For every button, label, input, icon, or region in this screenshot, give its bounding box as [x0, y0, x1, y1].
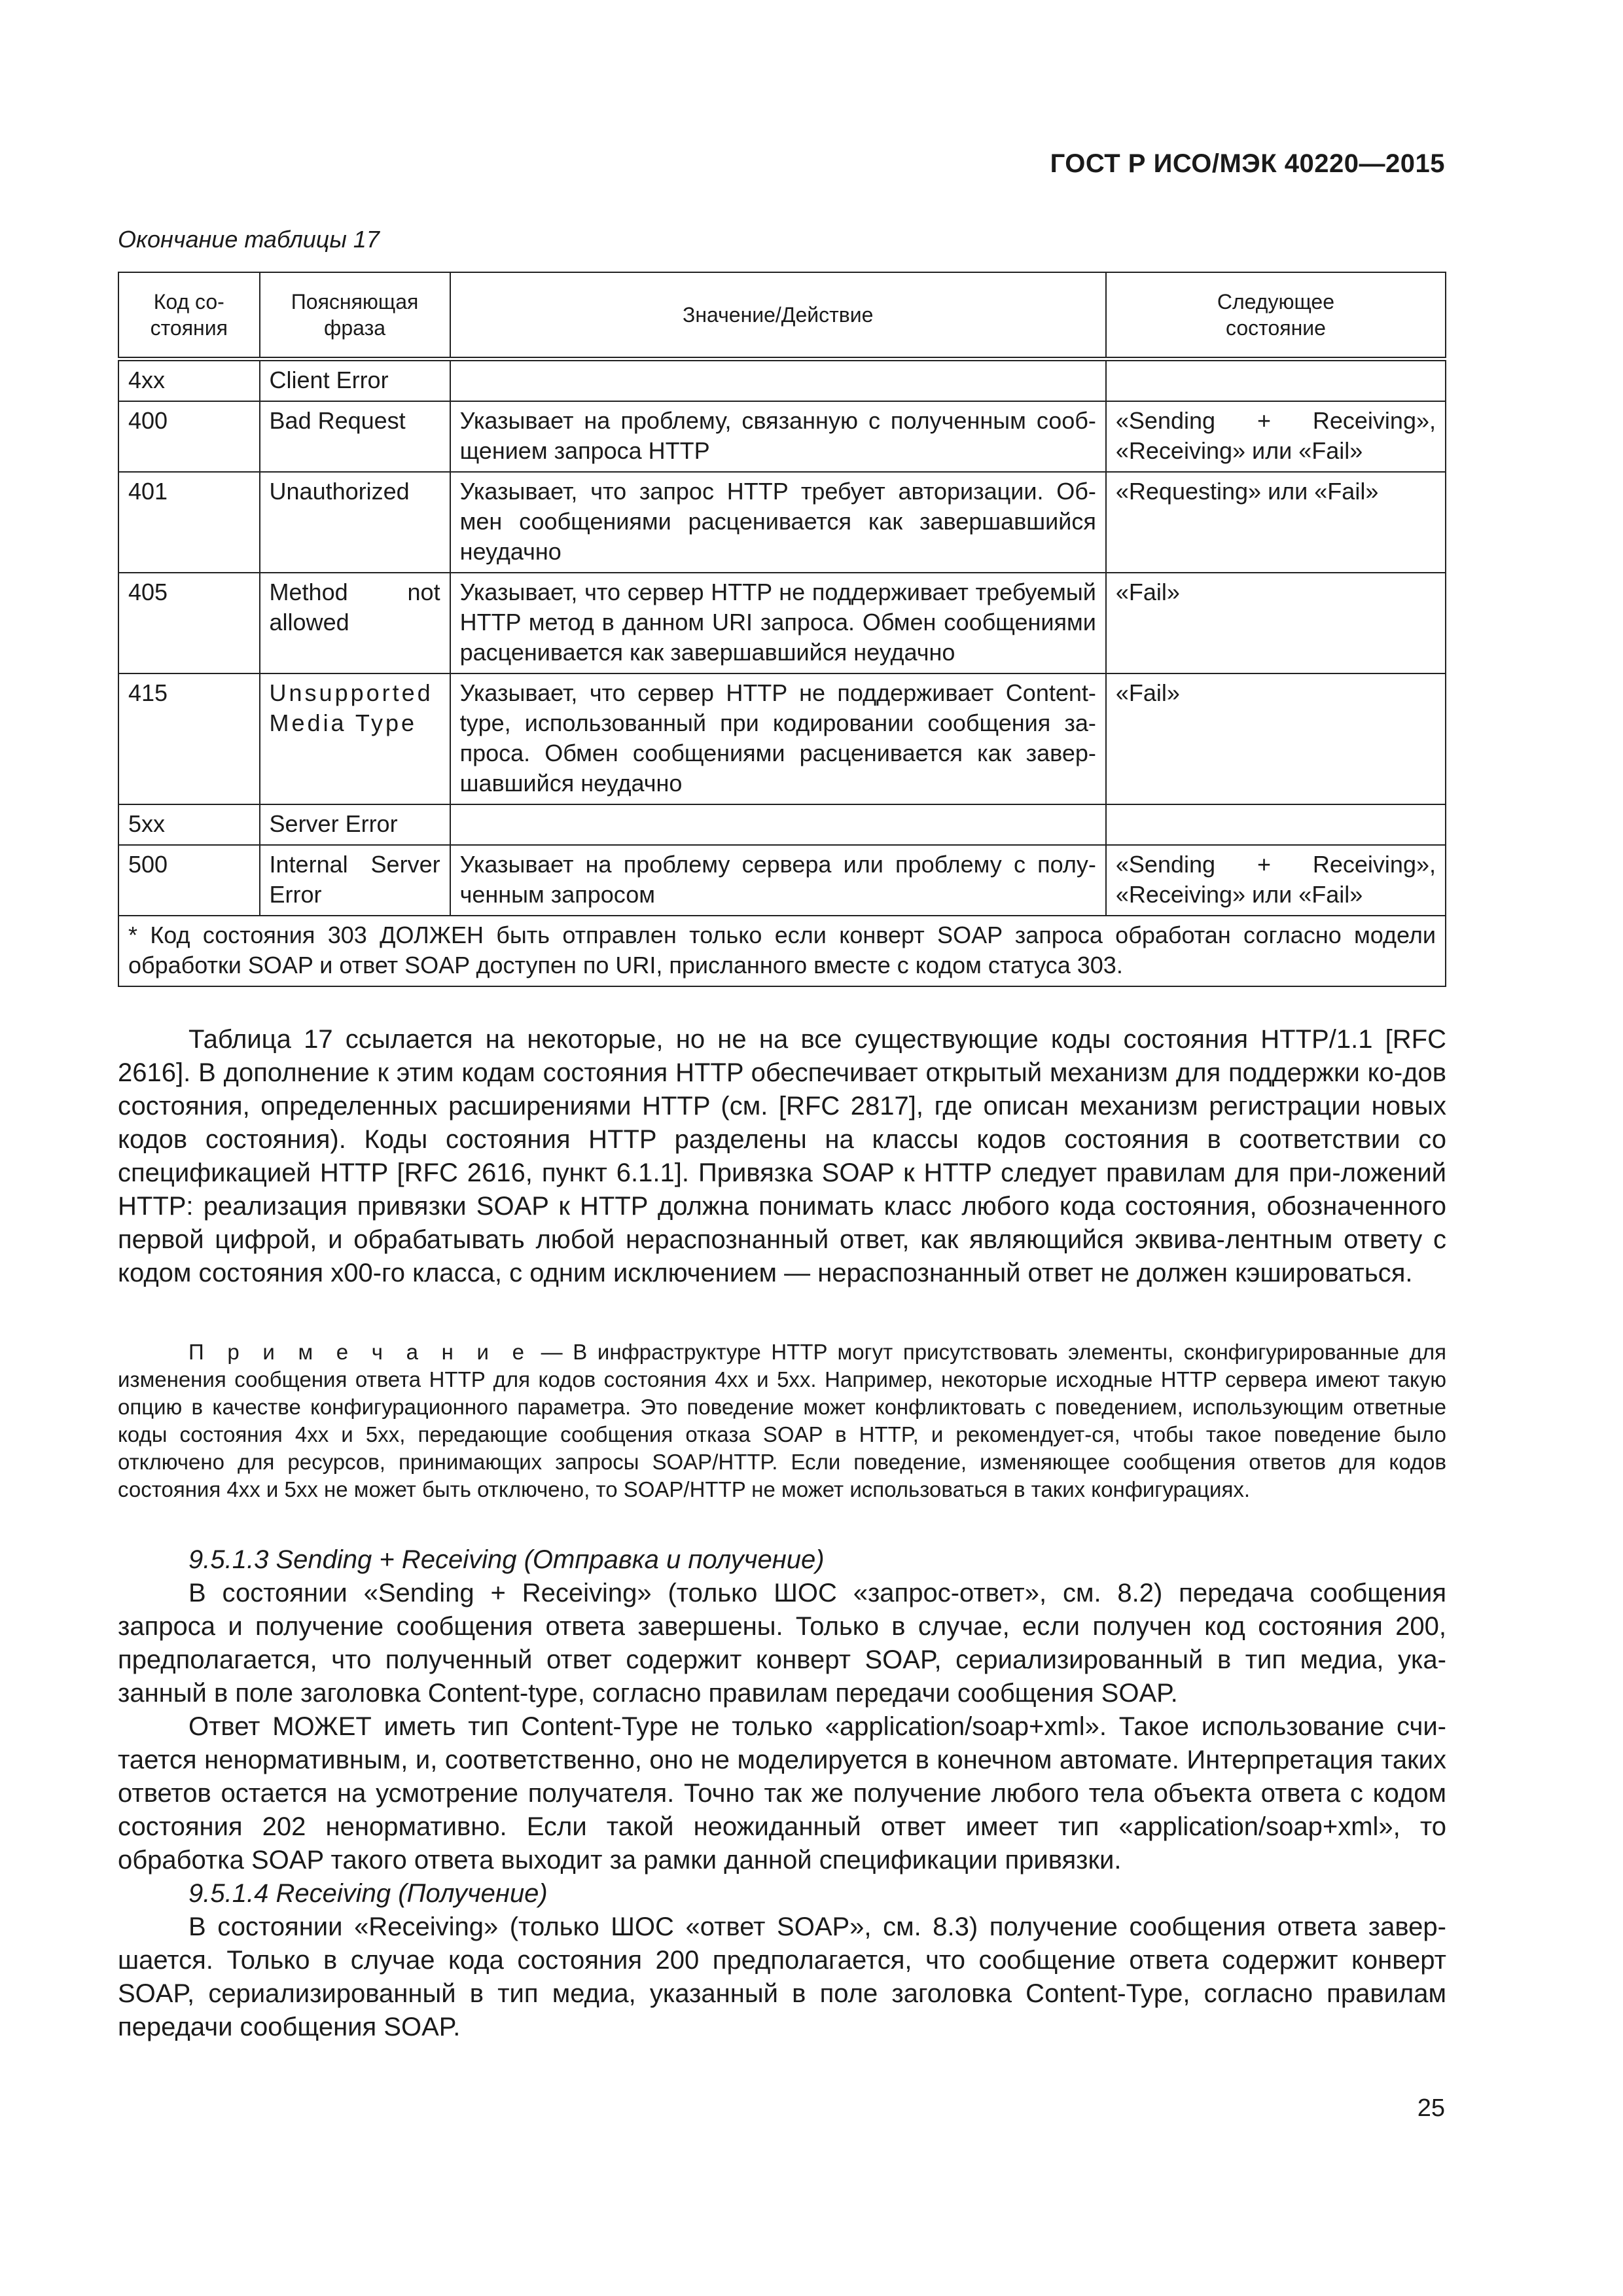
- cell-code: 400: [118, 401, 260, 472]
- column-header-meaning: Значение/Действие: [450, 272, 1106, 359]
- cell-code: 5xx: [118, 804, 260, 845]
- paragraph: Таблица 17 ссылается на некоторые, но не на все существующие коды состояния HTTP/1.1 [RFC 2616]. В дополнение к этим кодам состояния HTTP обеспечивает открытый механизм для поддержки ко-дов состояния, определенных расширениями HTTP (см. [RFC 2817], где описан механизм регистрации новых кодов состояния). Коды состояния HTTP разделены на классы кодов состояния в соответствии со спецификацией HTTP [RFC 2616, пункт 6.1.1]. Привязка SOAP к HTTP следует правилам для при-ложений HTTP: реализация привязки SOAP к HTTP должна понимать класс любого кода состояния, обозначенного первой цифрой, и обрабатывать любой нераспознанный ответ, как являющийся эквива-лентным ответу с кодом состояния x00-го класса, с одним исключением — нераспознанный ответ не должен кэшироваться.: [118, 1025, 1446, 1287]
- cell-meaning: Указывает, что сервер HTTP не поддерживает требуемый HTTP метод в данном URI запроса. Обмен сообщениями расценивается как завершавшийся неудачно: [450, 573, 1106, 673]
- note-text: — В инфраструктуре HTTP могут присутствовать элементы, сконфигурированные для изменения сообщения ответа HTTP для кодов состояния 4xx и 5xx. Например, некоторые исходные HTTP сервера имеют такую опцию в качестве конфигурационного параметра. Это поведение может конфликтовать с поведением, использующим ответные коды состояния 4xx и 5xx, передающие сообщения отказа SOAP в HTTP, и рекомендует-ся, чтобы такое поведение было отключено для ресурсов, принимающих запросы SOAP/HTTP. Если поведение, изменяющее сообщения ответов для кодов состояния 4xx и 5xx не может быть отключено, то SOAP/HTTP не может использоваться в таких конфигурациях.: [118, 1340, 1446, 1501]
- table-row: [118, 472, 1446, 573]
- note-label: П р и м е ч а н и е: [188, 1340, 531, 1364]
- cell-meaning: Указывает, что запрос HTTP требует авторизации. Об-мен сообщениями расценивается как завершавшийся неудачно: [450, 472, 1106, 573]
- cell-next-state: «Sending + Receiving», «Receiving» или «Fail»: [1106, 845, 1446, 916]
- status-codes-table: [118, 272, 1446, 987]
- paragraph: В состоянии «Receiving» (только ШОС «ответ SOAP», см. 8.3) получение сообщения ответа завер-шается. Только в случае кода состояния 200 предполагается, что сообщение ответа содержит конверт SOAP, сериализированный в тип медиа, указанный в поле заголовка Content-Type, согласно правилам передачи сообщения SOAP.: [118, 1912, 1446, 2041]
- cell-code: 415: [118, 673, 260, 804]
- cell-code: 500: [118, 845, 260, 916]
- table-row: [118, 673, 1446, 804]
- table-caption: Окончание таблицы 17: [118, 226, 380, 253]
- cell-next-state: «Requesting» или «Fail»: [1106, 472, 1446, 573]
- table-row: [118, 845, 1446, 916]
- cell-next-state: «Fail»: [1106, 573, 1446, 673]
- cell-phrase: Client Error: [260, 359, 450, 402]
- cell-phrase: Unauthorized: [260, 472, 450, 573]
- note-block: [118, 1338, 1446, 1503]
- page-number: 25: [1417, 2094, 1445, 2122]
- cell-meaning: Указывает на проблему, связанную с полученным сооб-щением запроса HTTP: [450, 401, 1106, 472]
- table-row: [118, 804, 1446, 845]
- cell-code: 401: [118, 472, 260, 573]
- column-header-next-state: Следующее состояние: [1106, 272, 1446, 359]
- cell-next-state: [1106, 804, 1446, 845]
- cell-meaning: [450, 804, 1106, 845]
- table-footnote-row: [118, 916, 1446, 986]
- cell-code: 4xx: [118, 359, 260, 402]
- table-row: [118, 359, 1446, 402]
- cell-next-state: «Sending + Receiving», «Receiving» или «Fail»: [1106, 401, 1446, 472]
- cell-phrase: Unsupported Media Type: [260, 673, 450, 804]
- note-paragraph: [118, 1338, 1446, 1503]
- cell-meaning: Указывает на проблему сервера или проблему с полу-ченным запросом: [450, 845, 1106, 916]
- table-row: [118, 573, 1446, 673]
- cell-code: 405: [118, 573, 260, 673]
- table-row: [118, 401, 1446, 472]
- cell-meaning: [450, 359, 1106, 402]
- cell-meaning: Указывает, что сервер HTTP не поддерживает Content-type, использованный при кодировании сообщения за-проса. Обмен сообщениями расценивается как завер-шавшийся неудачно: [450, 673, 1106, 804]
- subsection-heading: 9.5.1.4 Receiving (Получение): [188, 1879, 548, 1908]
- table-header-row: [118, 272, 1446, 359]
- body-section-2: [118, 1543, 1446, 2044]
- cell-phrase: Method not allowed: [260, 573, 450, 673]
- column-header-phrase: Поясняющая фраза: [260, 272, 450, 359]
- cell-phrase: Bad Request: [260, 401, 450, 472]
- cell-phrase: Internal Server Error: [260, 845, 450, 916]
- paragraph: Ответ МОЖЕТ иметь тип Content-Type не только «application/soap+xml». Такое использование счи-тается ненормативным, и, соответственно, оно не моделируется в конечном автомате. Интерпретация таких ответов остается на усмотрение получателя. Точно так же получение любого тела объекта ответа с кодом состояния 202 ненормативно. Если такой неожиданный ответ имеет тип «application/soap+xml», то обработка SOAP такого ответа выходит за рамки данной спецификации привязки.: [118, 1712, 1446, 1874]
- subsection-heading: 9.5.1.3 Sending + Receiving (Отправка и получение): [188, 1545, 825, 1574]
- table-footnote: * Код состояния 303 ДОЛЖЕН быть отправлен только если конверт SOAP запроса обработан согласно модели обработки SOAP и ответ SOAP доступен по URI, присланного вместе с кодом статуса 303.: [118, 916, 1446, 986]
- column-header-code: Код со- стояния: [118, 272, 260, 359]
- cell-phrase: Server Error: [260, 804, 450, 845]
- body-section-1: [118, 1023, 1446, 1290]
- cell-next-state: [1106, 359, 1446, 402]
- document-id-header: ГОСТ Р ИСО/МЭК 40220—2015: [1050, 149, 1445, 178]
- cell-next-state: «Fail»: [1106, 673, 1446, 804]
- paragraph: В состоянии «Sending + Receiving» (только ШОС «запрос-ответ», см. 8.2) передача сообщения запроса и получение сообщения ответа завершены. Только в случае, если получен код состояния 200, предполагается, что полученный ответ содержит конверт SOAP, сериализированный в тип медиа, ука-занный в поле заголовка Content-type, согласно правилам передачи сообщения SOAP.: [118, 1579, 1446, 1708]
